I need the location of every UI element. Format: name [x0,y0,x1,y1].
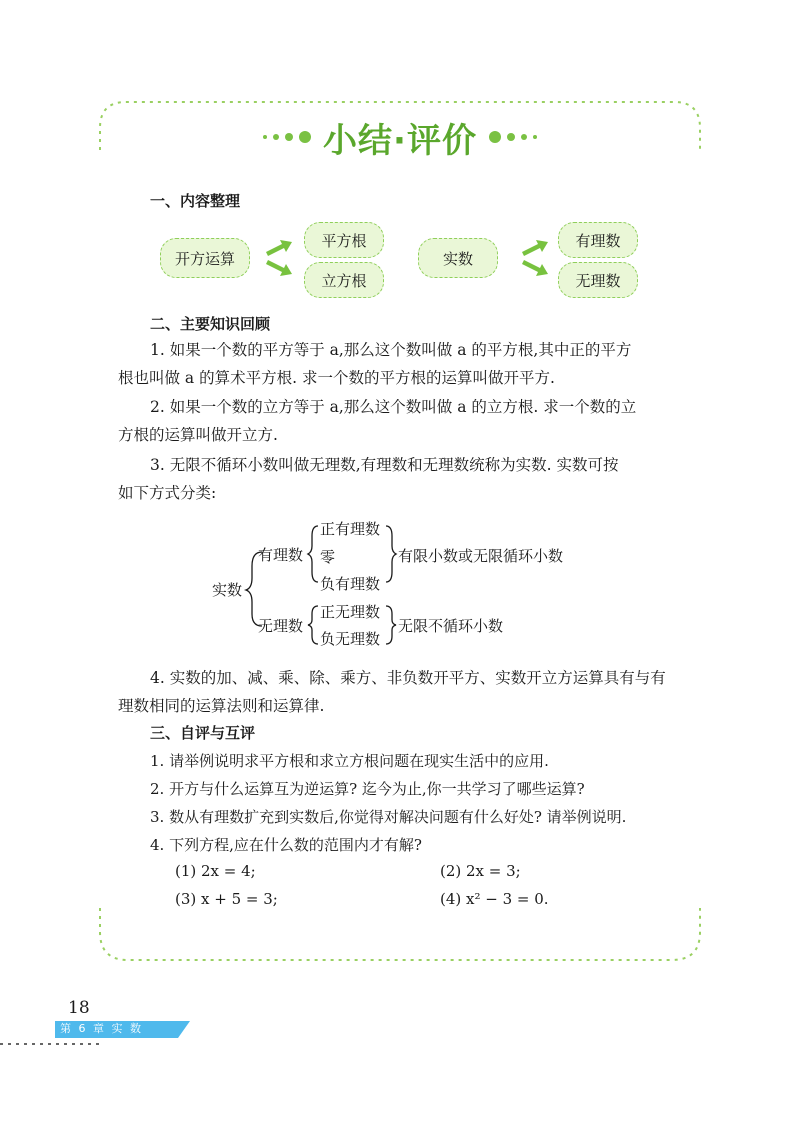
section3-heading: 三、自评与互评 [150,724,256,742]
tree-pos-irrational: 正无理数 [320,603,381,621]
question-4: 4. 下列方程,应在什么数的范围内才有解? [150,836,422,854]
para3-line1: 3. 无限不循环小数叫做无理数,有理数和无理数统称为实数. 实数可按 [150,456,619,474]
tree-pos-rational: 正有理数 [320,520,381,538]
tree-neg-rational: 负有理数 [320,575,381,593]
arrow-up-left [266,240,292,256]
box-youli: 有理数 [558,222,638,258]
tree-zero: 零 [320,548,336,566]
para3-line2: 如下方式分类: [118,484,217,502]
box-pingfang: 平方根 [304,222,384,258]
para4-line1: 4. 实数的加、减、乘、除、乘方、非负数开平方、实数开立方运算具有与有 [150,669,666,687]
page-number: 18 [68,998,90,1018]
box-shishu: 实数 [418,238,498,278]
tree-neg-irrational: 负无理数 [320,630,381,648]
arrow-up-right [522,240,548,256]
question-1: 1. 请举例说明求平方根和求立方根问题在现实生活中的应用. [150,752,549,770]
section2-heading: 二、主要知识回顾 [150,315,271,333]
equation-4: (4) x² − 3 = 0. [440,890,549,908]
para1-line1: 1. 如果一个数的平方等于 a,那么这个数叫做 a 的平方根,其中正的平方 [150,341,632,359]
box-kaifang: 开方运算 [160,238,250,278]
question-3: 3. 数从有理数扩充到实数后,你觉得对解决问题有什么好处? 请举例说明. [150,808,627,826]
para1-line2: 根也叫做 a 的算术平方根. 求一个数的平方根的运算叫做开平方. [118,369,555,387]
equation-1: (1) 2x = 4; [175,862,256,880]
tree-rational: 有理数 [258,546,304,564]
page-title: 小结·评价 [323,120,477,161]
frame-bottom [100,908,700,960]
tree-irrational-note: 无限不循环小数 [398,617,504,635]
chapter-label: 第 6 章 实 数 [60,1022,143,1035]
brace-rational-left [308,526,318,582]
equation-3: (3) x + 5 = 3; [175,890,278,908]
arrow-down-right [522,260,548,276]
para4-line2: 理数相同的运算法则和运算律. [118,697,325,715]
tree-irrational: 无理数 [258,617,304,635]
title-banner [228,112,572,162]
title-dots-right [489,131,537,143]
equation-2: (2) 2x = 3; [440,862,521,880]
box-wuli: 无理数 [558,262,638,298]
brace-irrational-left [308,606,318,644]
box-lifang: 立方根 [304,262,384,298]
brace-irrational-right [386,606,396,644]
question-2: 2. 开方与什么运算互为逆运算? 迄今为止,你一共学习了哪些运算? [150,780,585,798]
tree-root: 实数 [212,581,243,599]
para2-line2: 方根的运算叫做开立方. [118,426,278,444]
tree-rational-note: 有限小数或无限循环小数 [398,547,564,565]
section1-heading: 一、内容整理 [150,192,241,210]
para2-line1: 2. 如果一个数的立方等于 a,那么这个数叫做 a 的立方根. 求一个数的立 [150,398,637,416]
arrow-down-left [266,260,292,276]
title-dots-left [263,131,311,143]
brace-rational-right [386,526,396,582]
